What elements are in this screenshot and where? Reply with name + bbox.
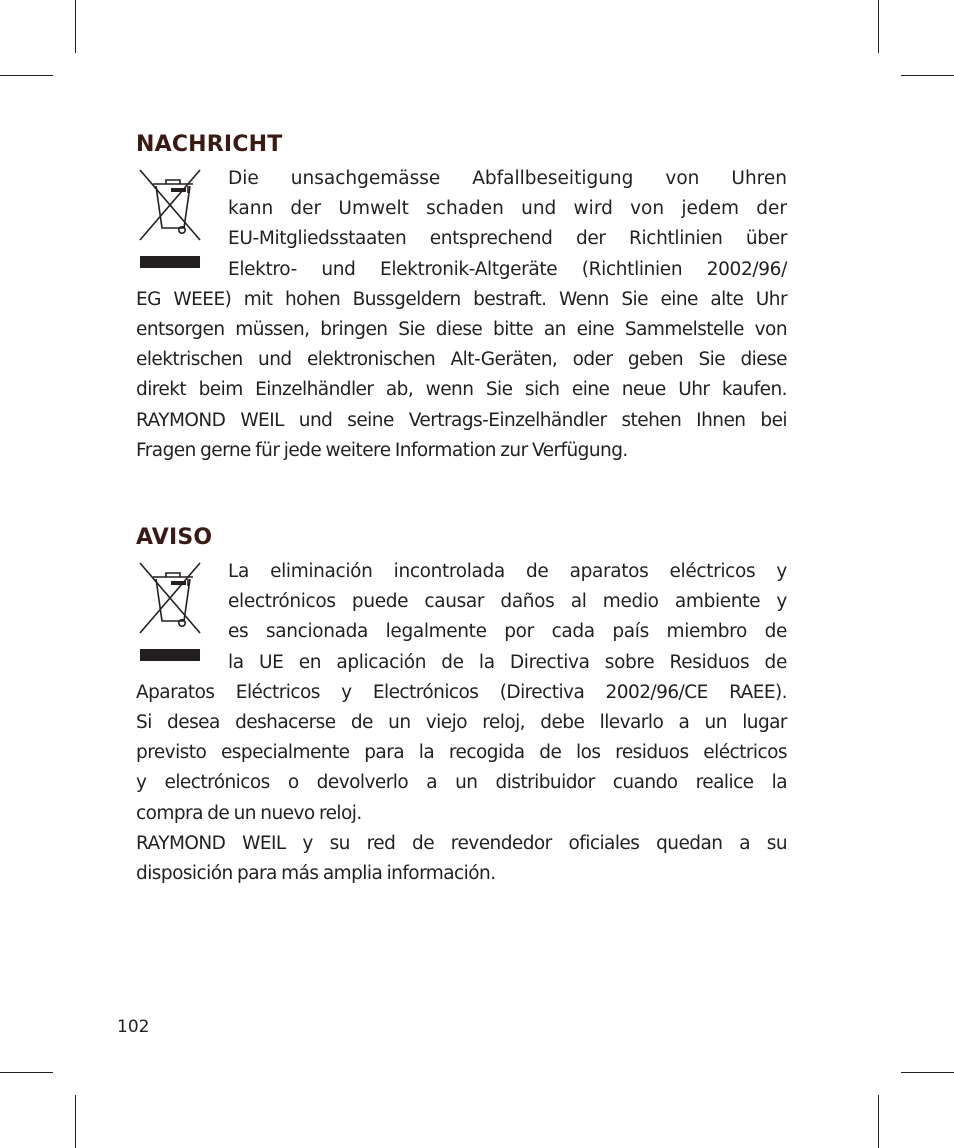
page-number: 102 bbox=[117, 1017, 150, 1037]
text-line: previsto especialmente para la recogida de los residuos eléctricos bbox=[136, 742, 787, 764]
text-line: elektrischen und elektronischen Alt-Geräten, oder geben Sie diese bbox=[136, 349, 787, 371]
text-line: Si desea deshacerse de un viejo reloj, debe llevarlo a un lugar bbox=[136, 712, 787, 734]
section-heading: NACHRICHT bbox=[136, 132, 283, 157]
crop-mark bbox=[0, 1072, 53, 1073]
weee-crossed-out-bin-icon bbox=[136, 166, 204, 270]
text-line: la UE en aplicación de la Directiva sobre Residuos de bbox=[228, 651, 787, 673]
text-line: entsorgen müssen, bringen Sie diese bitte an eine Sammelstelle von bbox=[136, 319, 787, 341]
notice-paragraph bbox=[136, 164, 787, 466]
text-line: RAYMOND WEIL y su red de revendedor oficiales quedan a su bbox=[136, 832, 787, 854]
crop-mark bbox=[75, 1095, 76, 1148]
section-heading: AVISO bbox=[136, 525, 213, 550]
text-line: Fragen gerne für jede weitere Information zur Verfügung. bbox=[136, 439, 628, 461]
text-line: y electrónicos o devolverlo a un distribuidor cuando realice la bbox=[136, 772, 787, 794]
text-line: Elektro- und Elektronik-Altgeräte (Richtlinien 2002/96/ bbox=[228, 258, 787, 280]
text-line: electrónicos puede causar daños al medio ambiente y bbox=[228, 591, 787, 613]
text-line: Aparatos Eléctricos y Electrónicos (Directiva 2002/96/CE RAEE). bbox=[136, 681, 787, 703]
notice-section-spanish bbox=[136, 523, 787, 889]
text-line: compra de un nuevo reloj. bbox=[136, 802, 362, 824]
text-line: disposición para más amplia información. bbox=[136, 863, 496, 885]
notice-section-german bbox=[136, 130, 787, 466]
crop-mark bbox=[878, 1095, 879, 1148]
text-line: RAYMOND WEIL und seine Vertrags-Einzelhändler stehen Ihnen bei bbox=[136, 409, 787, 431]
text-line: EU-Mitgliedsstaaten entsprechend der Richtlinien über bbox=[228, 228, 787, 250]
crop-mark bbox=[75, 0, 76, 53]
notice-paragraph bbox=[136, 557, 787, 889]
text-line: La eliminación incontrolada de aparatos eléctricos y bbox=[228, 561, 787, 582]
weee-crossed-out-bin-icon bbox=[136, 559, 204, 663]
text-line: direkt beim Einzelhändler ab, wenn Sie sich eine neue Uhr kaufen. bbox=[136, 379, 787, 401]
text-line: es sancionada legalmente por cada país miembro de bbox=[228, 621, 787, 643]
text-line: EG WEEE) mit hohen Bussgeldern bestraft. Wenn Sie eine alte Uhr bbox=[136, 288, 787, 310]
crop-mark bbox=[0, 75, 53, 76]
text-line: kann der Umwelt schaden und wird von jedem der bbox=[228, 198, 787, 220]
crop-mark bbox=[878, 0, 879, 53]
crop-mark bbox=[901, 1072, 954, 1073]
crop-mark bbox=[901, 75, 954, 76]
text-line: Die unsachgemässe Abfallbeseitigung von Uhren bbox=[228, 168, 787, 189]
